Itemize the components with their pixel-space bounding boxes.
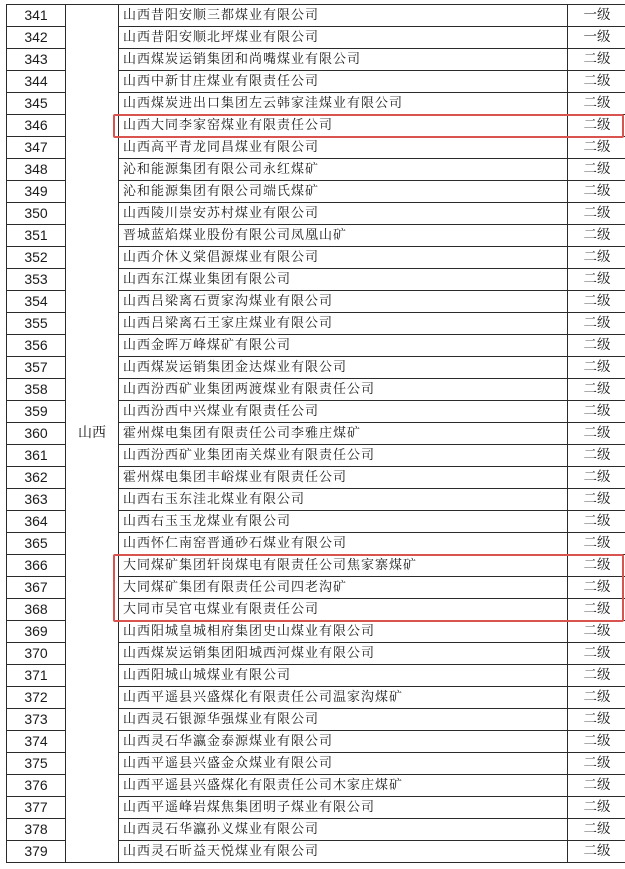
row-number: 376 (7, 775, 66, 797)
row-number: 375 (7, 753, 66, 775)
row-number: 364 (7, 511, 66, 533)
row-number: 345 (7, 93, 66, 115)
row-number: 351 (7, 225, 66, 247)
company-name: 山西平遥县兴盛金众煤业有限公司 (119, 753, 568, 775)
level-cell: 二级 (568, 731, 625, 753)
level-cell: 一级 (568, 27, 625, 49)
row-number: 374 (7, 731, 66, 753)
level-cell: 二级 (568, 181, 625, 203)
company-name: 山西汾西矿业集团两渡煤业有限责任公司 (119, 379, 568, 401)
company-name: 山西右玉玉龙煤业有限公司 (119, 511, 568, 533)
level-cell: 二级 (568, 665, 625, 687)
row-number: 369 (7, 621, 66, 643)
level-cell: 二级 (568, 797, 625, 819)
level-cell: 二级 (568, 379, 625, 401)
row-number: 341 (7, 5, 66, 27)
company-name: 山西平遥县兴盛煤化有限责任公司温家沟煤矿 (119, 687, 568, 709)
level-cell: 二级 (568, 643, 625, 665)
company-name: 大同煤矿集团轩岗煤电有限责任公司焦家寨煤矿 (119, 555, 568, 577)
row-number: 373 (7, 709, 66, 731)
company-name: 大同市吴官屯煤业有限责任公司 (119, 599, 568, 621)
company-name: 山西昔阳安顺北坪煤业有限公司 (119, 27, 568, 49)
company-name: 山西吕梁离石王家庄煤业有限公司 (119, 313, 568, 335)
level-cell: 二级 (568, 753, 625, 775)
company-name: 山西灵石银源华强煤业有限公司 (119, 709, 568, 731)
row-number: 344 (7, 71, 66, 93)
level-cell: 二级 (568, 511, 625, 533)
row-number: 360 (7, 423, 66, 445)
company-name: 山西介休义棠倡源煤业有限公司 (119, 247, 568, 269)
level-cell: 二级 (568, 401, 625, 423)
row-number: 379 (7, 841, 66, 863)
company-name: 霍州煤电集团有限责任公司李雅庄煤矿 (119, 423, 568, 445)
row-number: 356 (7, 335, 66, 357)
company-name: 山西煤炭运销集团金达煤业有限公司 (119, 357, 568, 379)
company-name: 山西昔阳安顺三都煤业有限公司 (119, 5, 568, 27)
row-number: 377 (7, 797, 66, 819)
row-number: 371 (7, 665, 66, 687)
row-number: 354 (7, 291, 66, 313)
level-cell: 二级 (568, 819, 625, 841)
row-number: 357 (7, 357, 66, 379)
company-name: 山西汾西中兴煤业有限责任公司 (119, 401, 568, 423)
table-wrapper (6, 4, 620, 863)
company-name: 山西灵石华瀛金泰源煤业有限公司 (119, 731, 568, 753)
row-number: 370 (7, 643, 66, 665)
level-cell: 二级 (568, 71, 625, 93)
company-name: 山西煤炭运销集团阳城西河煤业有限公司 (119, 643, 568, 665)
company-name: 山西怀仁南窑晋通砂石煤业有限公司 (119, 533, 568, 555)
coal-mine-table (6, 4, 625, 863)
level-cell: 二级 (568, 445, 625, 467)
level-cell: 二级 (568, 335, 625, 357)
level-cell: 二级 (568, 621, 625, 643)
level-cell: 二级 (568, 599, 625, 621)
company-name: 晋城蓝焰煤业股份有限公司凤凰山矿 (119, 225, 568, 247)
company-name: 山西平遥县兴盛煤化有限责任公司木家庄煤矿 (119, 775, 568, 797)
row-number: 372 (7, 687, 66, 709)
level-cell: 二级 (568, 577, 625, 599)
province-cell: 山西 (66, 5, 119, 863)
company-name: 山西右玉东洼北煤业有限公司 (119, 489, 568, 511)
row-number: 355 (7, 313, 66, 335)
level-cell: 二级 (568, 203, 625, 225)
company-name: 山西中新甘庄煤业有限责任公司 (119, 71, 568, 93)
row-number: 348 (7, 159, 66, 181)
row-number: 350 (7, 203, 66, 225)
level-cell: 二级 (568, 533, 625, 555)
level-cell: 二级 (568, 489, 625, 511)
level-cell: 二级 (568, 775, 625, 797)
company-name: 大同煤矿集团有限责任公司四老沟矿 (119, 577, 568, 599)
level-cell: 二级 (568, 357, 625, 379)
level-cell: 二级 (568, 93, 625, 115)
level-cell: 二级 (568, 225, 625, 247)
company-name: 沁和能源集团有限公司端氏煤矿 (119, 181, 568, 203)
row-number: 349 (7, 181, 66, 203)
company-name: 山西煤炭进出口集团左云韩家洼煤业有限公司 (119, 93, 568, 115)
row-number: 358 (7, 379, 66, 401)
row-number: 362 (7, 467, 66, 489)
level-cell: 二级 (568, 709, 625, 731)
level-cell: 二级 (568, 137, 625, 159)
level-cell: 二级 (568, 313, 625, 335)
row-number: 378 (7, 819, 66, 841)
level-cell: 二级 (568, 115, 625, 137)
level-cell: 二级 (568, 687, 625, 709)
company-name: 沁和能源集团有限公司永红煤矿 (119, 159, 568, 181)
row-number: 346 (7, 115, 66, 137)
company-name: 山西灵石昕益天悦煤业有限公司 (119, 841, 568, 863)
level-cell: 二级 (568, 159, 625, 181)
company-name: 山西陵川崇安苏村煤业有限公司 (119, 203, 568, 225)
company-name: 山西大同李家窑煤业有限责任公司 (119, 115, 568, 137)
row-number: 361 (7, 445, 66, 467)
level-cell: 二级 (568, 555, 625, 577)
level-cell: 二级 (568, 423, 625, 445)
level-cell: 二级 (568, 841, 625, 863)
company-name: 山西阳城皇城相府集团史山煤业有限公司 (119, 621, 568, 643)
row-number: 347 (7, 137, 66, 159)
company-name: 山西灵石华瀛孙义煤业有限公司 (119, 819, 568, 841)
company-name: 山西东江煤业集团有限公司 (119, 269, 568, 291)
table-row (7, 5, 625, 27)
company-name: 山西吕梁离石贾家沟煤业有限公司 (119, 291, 568, 313)
level-cell: 二级 (568, 291, 625, 313)
row-number: 353 (7, 269, 66, 291)
row-number: 352 (7, 247, 66, 269)
row-number: 368 (7, 599, 66, 621)
row-number: 363 (7, 489, 66, 511)
level-cell: 二级 (568, 467, 625, 489)
company-name: 山西金晖万峰煤矿有限公司 (119, 335, 568, 357)
row-number: 359 (7, 401, 66, 423)
row-number: 366 (7, 555, 66, 577)
level-cell: 二级 (568, 49, 625, 71)
company-name: 山西汾西矿业集团南关煤业有限责任公司 (119, 445, 568, 467)
company-name: 霍州煤电集团丰峪煤业有限责任公司 (119, 467, 568, 489)
company-name: 山西阳城山城煤业有限公司 (119, 665, 568, 687)
company-name: 山西高平青龙同昌煤业有限公司 (119, 137, 568, 159)
level-cell: 一级 (568, 5, 625, 27)
row-number: 367 (7, 577, 66, 599)
row-number: 343 (7, 49, 66, 71)
row-number: 365 (7, 533, 66, 555)
level-cell: 二级 (568, 247, 625, 269)
level-cell: 二级 (568, 269, 625, 291)
company-name: 山西平遥峰岩煤焦集团明子煤业有限公司 (119, 797, 568, 819)
table-body (7, 5, 625, 863)
company-name: 山西煤炭运销集团和尚嘴煤业有限公司 (119, 49, 568, 71)
row-number: 342 (7, 27, 66, 49)
